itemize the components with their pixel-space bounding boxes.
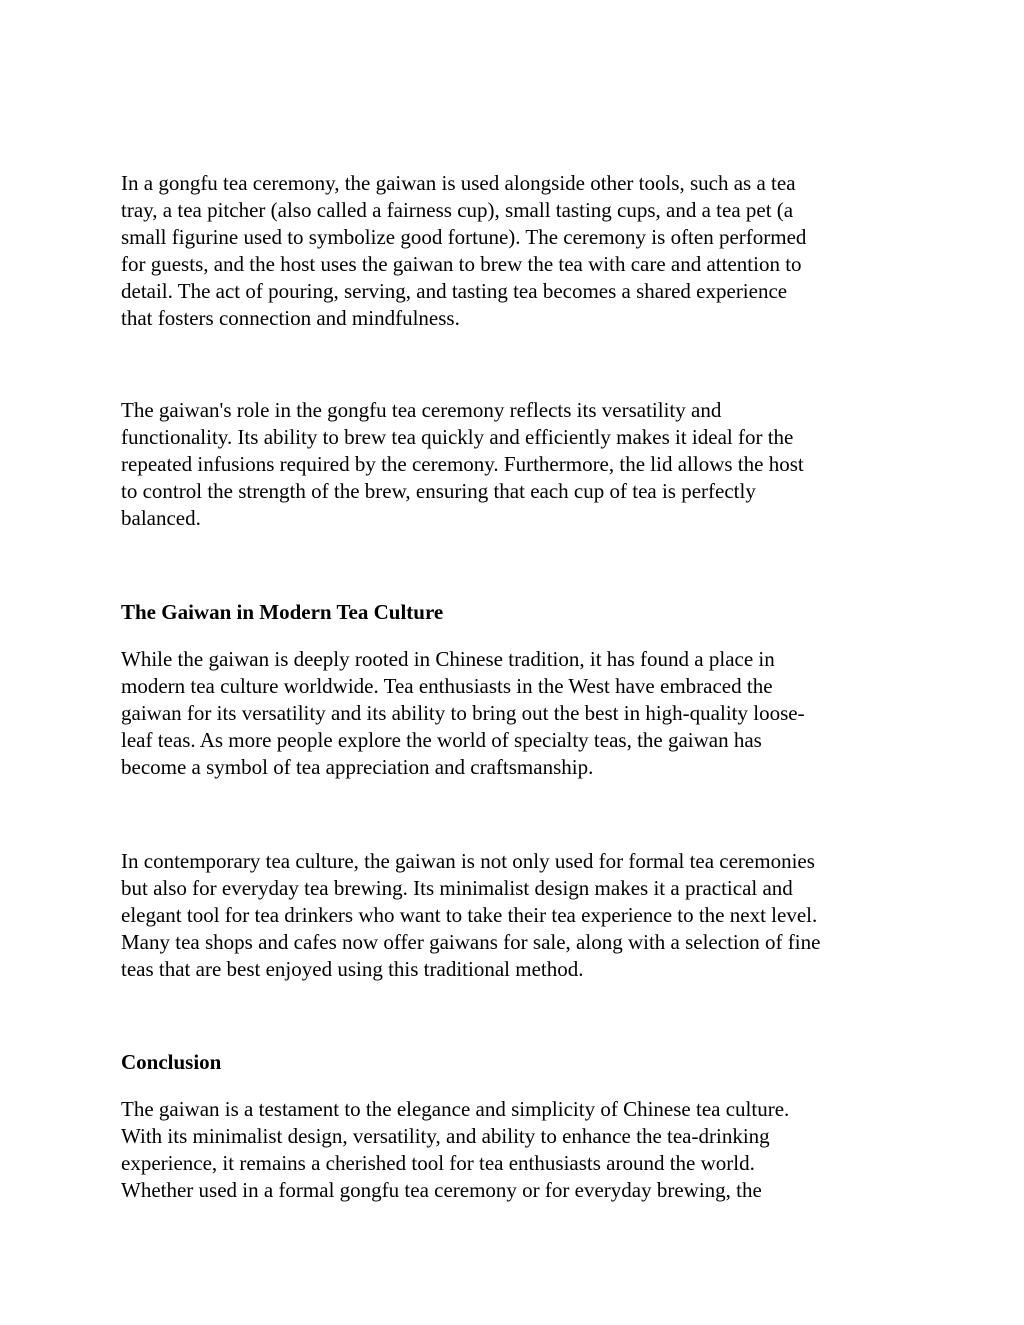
- text-line: detail. The act of pouring, serving, and tasting tea becomes a shared experience: [121, 279, 788, 303]
- paragraph-gaiwan-role: [121, 397, 911, 532]
- text-line: While the gaiwan is deeply rooted in Chinese tradition, it has found a place in: [121, 647, 775, 671]
- text-line: balanced.: [121, 506, 201, 530]
- text-line: small figurine used to symbolize good fortune). The ceremony is often performed: [121, 225, 807, 249]
- text-line: Whether used in a formal gongfu tea ceremony or for everyday brewing, the: [121, 1178, 762, 1202]
- text-line: With its minimalist design, versatility, and ability to enhance the tea-drinking: [121, 1124, 770, 1148]
- text-line: teas that are best enjoyed using this traditional method.: [121, 957, 584, 981]
- text-line: elegant tool for tea drinkers who want to take their tea experience to the next level.: [121, 903, 818, 927]
- paragraph-conclusion: [121, 1096, 911, 1204]
- text-line: The gaiwan is a testament to the elegance and simplicity of Chinese tea culture.: [121, 1097, 790, 1121]
- text-line: leaf teas. As more people explore the world of specialty teas, the gaiwan has: [121, 728, 762, 752]
- text-line: Many tea shops and cafes now offer gaiwans for sale, along with a selection of fine: [121, 930, 821, 954]
- text-line: repeated infusions required by the ceremony. Furthermore, the lid allows the host: [121, 452, 804, 476]
- text-line: tray, a tea pitcher (also called a fairness cup), small tasting cups, and a tea pet (a: [121, 198, 794, 222]
- paragraph-worldwide: [121, 646, 911, 781]
- text-line: to control the strength of the brew, ensuring that each cup of tea is perfectly: [121, 479, 756, 503]
- text-line: modern tea culture worldwide. Tea enthusiasts in the West have embraced the: [121, 674, 773, 698]
- text-line: but also for everyday tea brewing. Its minimalist design makes it a practical and: [121, 876, 793, 900]
- section-heading-conclusion: Conclusion: [121, 1050, 222, 1074]
- text-line: In contemporary tea culture, the gaiwan is not only used for formal tea ceremonies: [121, 849, 815, 873]
- text-line: In a gongfu tea ceremony, the gaiwan is used alongside other tools, such as a tea: [121, 171, 796, 195]
- section-heading-modern-culture: The Gaiwan in Modern Tea Culture: [121, 600, 444, 624]
- text-line: gaiwan for its versatility and its ability to bring out the best in high-quality loose-: [121, 701, 805, 725]
- text-line: that fosters connection and mindfulness.: [121, 306, 460, 330]
- text-line: become a symbol of tea appreciation and craftsmanship.: [121, 755, 594, 779]
- paragraph-contemporary: [121, 848, 911, 983]
- text-line: functionality. Its ability to brew tea quickly and efficiently makes it ideal for the: [121, 425, 794, 449]
- text-line: The gaiwan's role in the gongfu tea ceremony reflects its versatility and: [121, 398, 722, 422]
- text-line: for guests, and the host uses the gaiwan to brew the tea with care and attention to: [121, 252, 802, 276]
- text-line: experience, it remains a cherished tool for tea enthusiasts around the world.: [121, 1151, 755, 1175]
- paragraph-gongfu-tools: [121, 170, 911, 332]
